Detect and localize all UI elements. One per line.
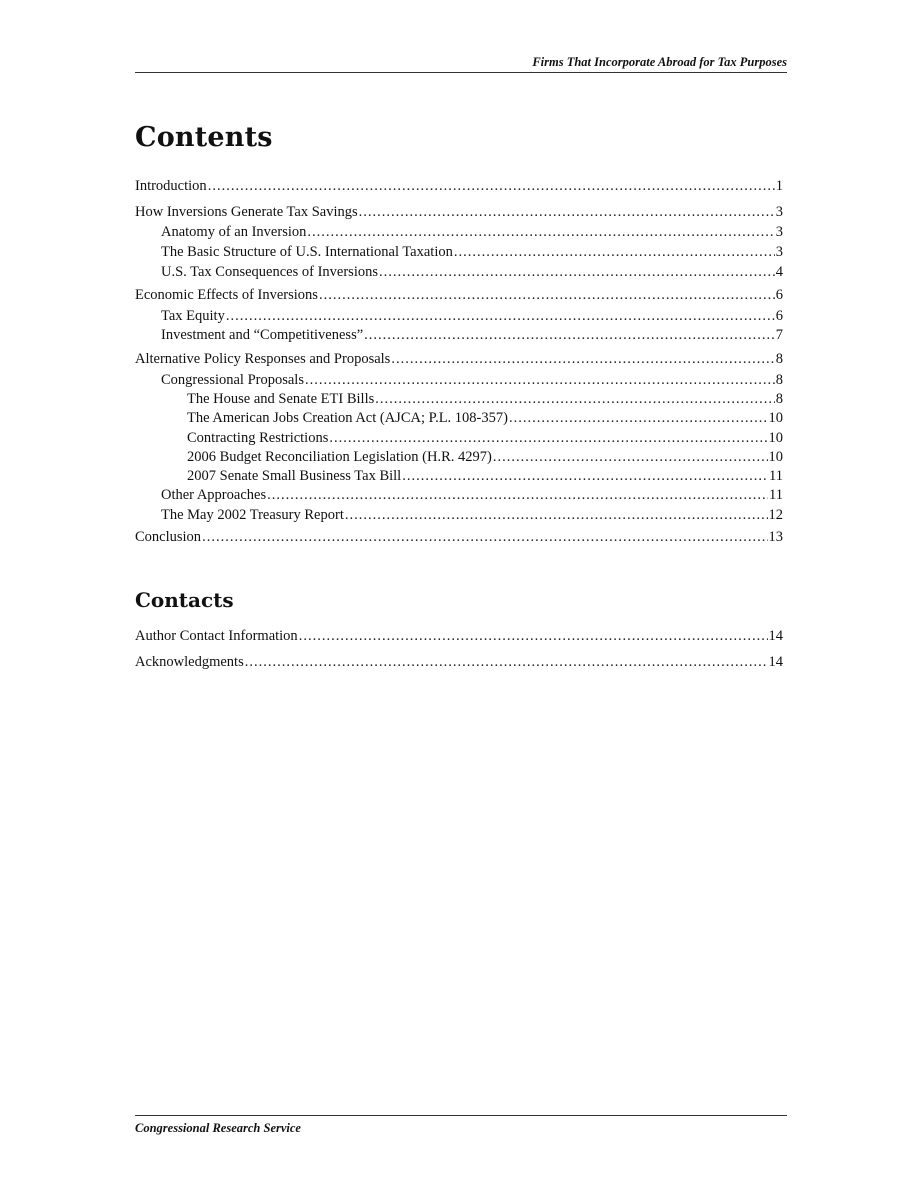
toc-entry[interactable]: [135, 652, 783, 672]
dot-leader: [391, 349, 774, 369]
dot-leader: [375, 389, 775, 409]
toc-entry-title: Conclusion: [135, 529, 202, 545]
toc-entry-title: Introduction: [135, 178, 207, 194]
toc-entry-title: Investment and “Competitiveness”: [161, 327, 364, 343]
toc-entry-page: 14: [768, 654, 783, 670]
toc-entry-title: 2006 Budget Reconciliation Legislation (H.R. 4297): [187, 449, 492, 465]
toc-entry-page: 10: [768, 430, 783, 446]
toc-entry-title: The House and Senate ETI Bills: [187, 391, 375, 407]
toc-entry[interactable]: [135, 242, 783, 262]
toc-entry[interactable]: [135, 306, 783, 326]
dot-leader: [319, 285, 775, 305]
toc-entry-title: The American Jobs Creation Act (AJCA; P.L. 108-357): [187, 410, 508, 426]
toc-entry-title: Other Approaches: [161, 487, 267, 503]
dot-leader: [267, 485, 768, 505]
toc-entry-page: 10: [768, 449, 783, 465]
toc-entry[interactable]: [135, 222, 783, 242]
toc-entry-title: How Inversions Generate Tax Savings: [135, 204, 358, 220]
toc-entry-page: 3: [775, 224, 783, 240]
toc-entry-title: Tax Equity: [161, 308, 225, 324]
toc-entry-page: 3: [775, 204, 783, 220]
toc-entry-page: 6: [775, 308, 783, 324]
dot-leader: [202, 527, 767, 547]
toc-entry[interactable]: [135, 285, 783, 305]
running-header: Firms That Incorporate Abroad for Tax Purposes: [532, 55, 787, 69]
dot-leader: [299, 626, 768, 646]
dot-leader: [454, 242, 775, 262]
toc-entry[interactable]: [135, 466, 783, 486]
toc-entry[interactable]: [135, 527, 783, 547]
toc-entry-page: 6: [775, 287, 783, 303]
toc-entry[interactable]: [135, 389, 783, 409]
toc-entry-page: 4: [775, 264, 783, 280]
toc-entry-title: Economic Effects of Inversions: [135, 287, 318, 303]
dot-leader: [345, 505, 768, 525]
toc-entry-title: U.S. Tax Consequences of Inversions: [161, 264, 378, 280]
toc-entry[interactable]: [135, 262, 783, 282]
toc-entry[interactable]: [135, 505, 783, 525]
dot-leader: [208, 176, 775, 196]
dot-leader: [379, 262, 775, 282]
toc-entry-page: 8: [775, 391, 783, 407]
toc-entry-page: 1: [775, 178, 783, 194]
dot-leader: [226, 306, 775, 326]
header-rule: [135, 72, 787, 73]
dot-leader: [364, 325, 775, 345]
dot-leader: [359, 202, 775, 222]
toc-entry-title: Author Contact Information: [135, 628, 298, 644]
toc-entry-page: 14: [768, 628, 783, 644]
toc-entry-title: Anatomy of an Inversion: [161, 224, 307, 240]
contacts-heading: Contacts: [135, 588, 234, 612]
dot-leader: [329, 428, 767, 448]
dot-leader: [493, 447, 768, 467]
toc-entry-title: Contracting Restrictions: [187, 430, 329, 446]
toc-entry-page: 8: [775, 372, 783, 388]
toc-entry-page: 11: [769, 468, 783, 484]
toc-entry[interactable]: [135, 447, 783, 467]
dot-leader: [509, 408, 768, 428]
toc-entry[interactable]: [135, 408, 783, 428]
toc-entry-page: 3: [775, 244, 783, 260]
running-footer: Congressional Research Service: [135, 1121, 301, 1135]
toc-entry-title: Acknowledgments: [135, 654, 244, 670]
toc-entry-page: 10: [768, 410, 783, 426]
toc-entry-title: The May 2002 Treasury Report: [161, 507, 344, 523]
toc-entry[interactable]: [135, 485, 783, 505]
toc-entry-title: 2007 Senate Small Business Tax Bill: [187, 468, 402, 484]
dot-leader: [245, 652, 768, 672]
footer-rule: [135, 1115, 787, 1116]
toc-entry[interactable]: [135, 349, 783, 369]
dot-leader: [305, 370, 775, 390]
toc-entry-page: 11: [769, 487, 783, 503]
toc-entry-page: 8: [775, 351, 783, 367]
toc-entry[interactable]: [135, 325, 783, 345]
toc-entry-title: The Basic Structure of U.S. International Taxation: [161, 244, 453, 260]
toc-entry[interactable]: [135, 370, 783, 390]
toc-entry-page: 7: [775, 327, 783, 343]
toc-entry-page: 12: [768, 507, 783, 523]
toc-entry-page: 13: [768, 529, 783, 545]
toc-entry[interactable]: [135, 176, 783, 196]
toc-entry-title: Congressional Proposals: [161, 372, 304, 388]
toc-entry-title: Alternative Policy Responses and Proposals: [135, 351, 391, 367]
contents-heading: Contents: [135, 122, 273, 153]
toc-entry[interactable]: [135, 428, 783, 448]
toc-entry[interactable]: [135, 202, 783, 222]
dot-leader: [307, 222, 774, 242]
toc-entry[interactable]: [135, 626, 783, 646]
dot-leader: [402, 466, 768, 486]
